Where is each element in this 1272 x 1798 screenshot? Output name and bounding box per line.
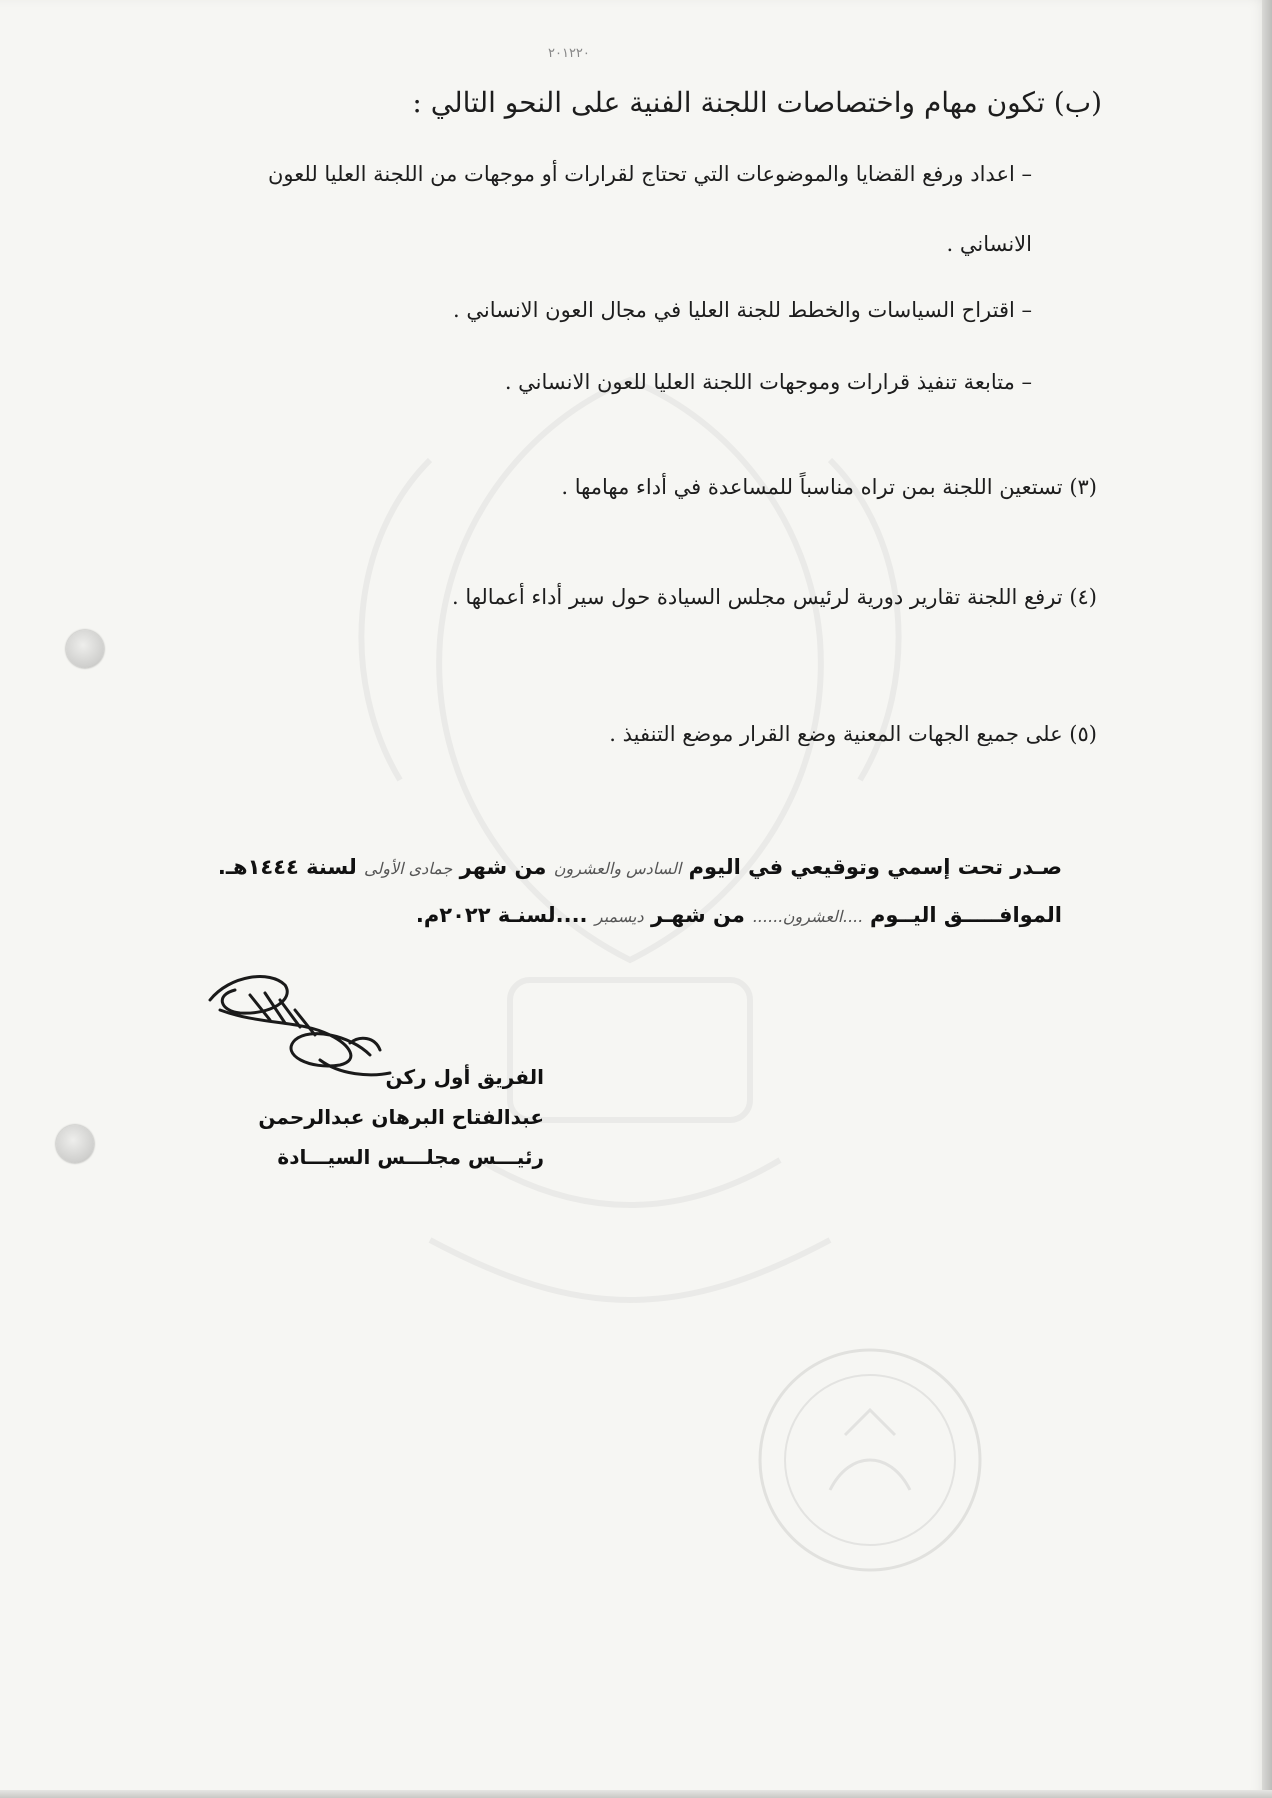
- corresponding-prefix: الموافـــــق اليــوم: [870, 903, 1062, 927]
- issued-day-handwritten: السادس والعشرون: [553, 859, 682, 878]
- punch-hole-bottom: [56, 1125, 94, 1163]
- issued-date-line: [218, 855, 1062, 879]
- corresponding-date-line: [416, 903, 1062, 927]
- handwritten-signature: [200, 965, 400, 1085]
- top-mark: ٢٠١٢٢٠: [548, 46, 590, 61]
- issued-year: لسنة ١٤٤٤هـ.: [217, 855, 357, 879]
- issued-month-label: من شهر: [459, 855, 547, 879]
- signatory-rank: الفريق أول ركن: [385, 1065, 544, 1089]
- watermark-emblem: [280, 260, 980, 1340]
- punch-hole-top: [66, 630, 104, 668]
- corresponding-month-label: من شهـر: [650, 903, 745, 927]
- section-heading: (ب) تكون مهام واختصاصات اللجنة الفنية على النحو التالي :: [412, 86, 1102, 119]
- corresponding-day-handwritten: ....العشرون......: [752, 907, 863, 926]
- paragraph: (٣) تستعين اللجنة بمن تراه مناسباً للمساعدة في أداء مهامها .: [561, 475, 1097, 499]
- scan-bottom-edge: [0, 1790, 1272, 1798]
- embossed-seal: [750, 1340, 990, 1580]
- bullet-item: – اقتراح السياسات والخطط للجنة العليا في مجال العون الانساني .: [453, 298, 1032, 322]
- corresponding-month-handwritten: ديسمبر: [594, 907, 644, 926]
- signatory-name: عبدالفتاح البرهان عبدالرحمن: [258, 1105, 544, 1129]
- paragraph: (٥) على جميع الجهات المعنية وضع القرار موضع التنفيذ .: [609, 722, 1097, 746]
- issued-prefix: صـدر تحت إسمي وتوقيعي في اليوم: [688, 855, 1062, 879]
- bullet-item: – متابعة تنفيذ قرارات وموجهات اللجنة العليا للعون الانساني .: [504, 370, 1032, 394]
- signatory-title: رئيـــس مجلـــس السيـــادة: [277, 1145, 544, 1169]
- scan-right-edge: [1262, 0, 1272, 1798]
- bullet-item: – اعداد ورفع القضايا والموضوعات التي تحتاج لقرارات أو موجهات من اللجنة العليا للعون: [267, 162, 1032, 186]
- issued-month-handwritten: جمادى الأولى: [364, 859, 453, 878]
- paragraph: (٤) ترفع اللجنة تقارير دورية لرئيس مجلس السيادة حول سير أداء أعمالها .: [451, 585, 1097, 609]
- corresponding-year: ....لسنـة ٢٠٢٢م.: [415, 903, 588, 927]
- bullet-item-continuation: الانساني .: [946, 232, 1032, 256]
